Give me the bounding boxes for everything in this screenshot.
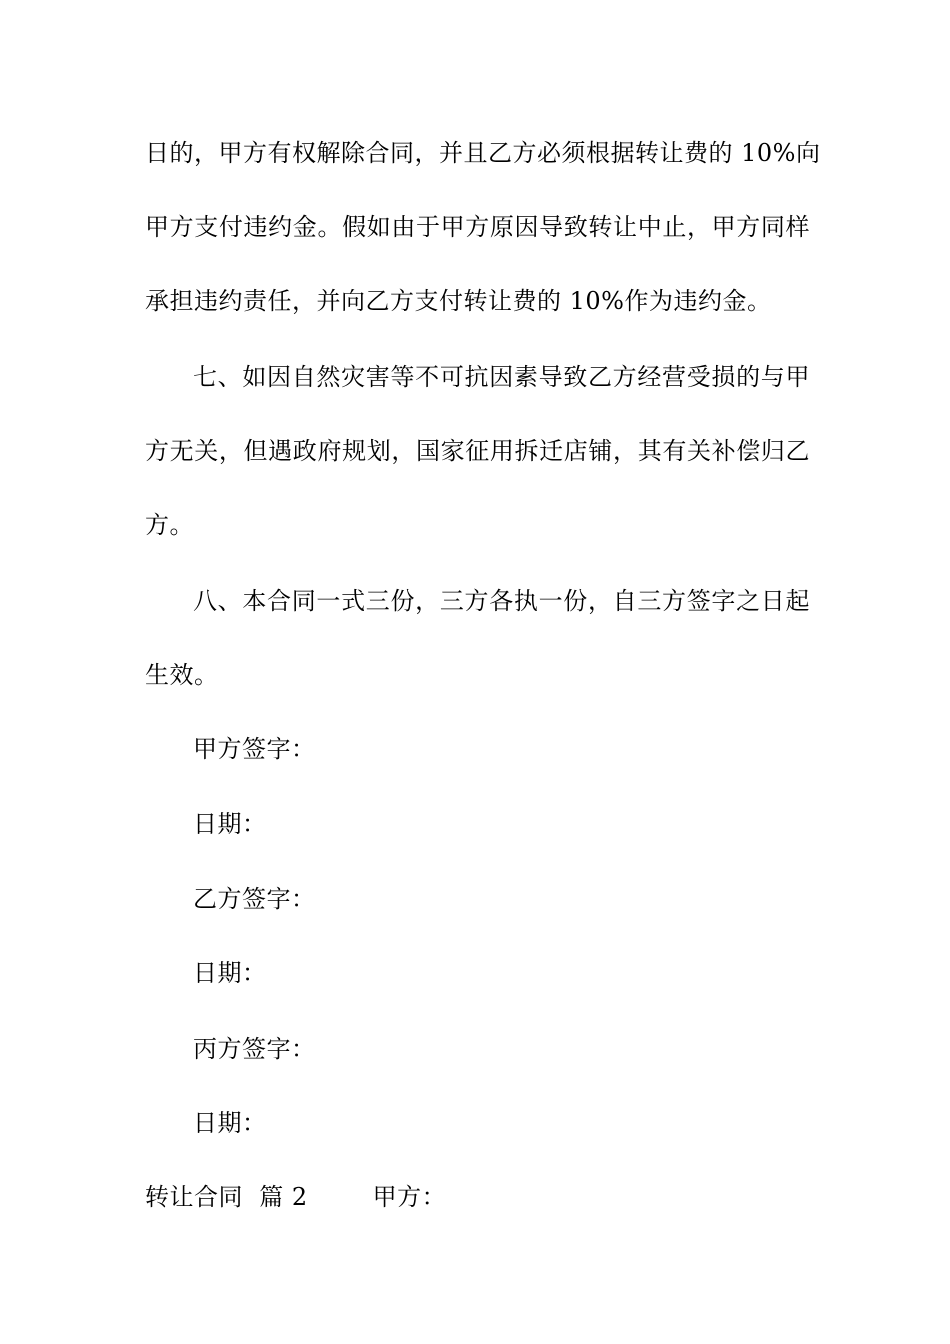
party-c-signature-label: 丙方签字：	[193, 1035, 316, 1063]
party-b-signature-label: 乙方签字：	[193, 885, 316, 913]
party-a-date-label: 日期：	[193, 810, 267, 838]
clause-seven-line: 七、如因自然灾害等不可抗因素导致乙方经营受损的与甲	[193, 363, 810, 391]
clause-seven-line: 方无关，但遇政府规划，国家征用拆迁店铺，其有关补偿归乙	[145, 437, 810, 465]
clause-seven-line: 方。	[145, 511, 194, 539]
paragraph-line: 承担违约责任，并向乙方支付转让费的 10%作为违约金。	[145, 287, 772, 315]
clause-eight-line: 生效。	[145, 661, 219, 689]
party-c-date-label: 日期：	[193, 1109, 267, 1137]
party-b-date-label: 日期：	[193, 959, 267, 987]
paragraph-line: 日的，甲方有权解除合同，并且乙方必须根据转让费的 10%向	[145, 139, 821, 167]
clause-eight-line: 八、本合同一式三份，三方各执一份，自三方签字之日起	[193, 587, 810, 615]
party-a-signature-label: 甲方签字：	[193, 735, 316, 763]
paragraph-line: 甲方支付违约金。假如由于甲方原因导致转让中止，甲方同样	[145, 213, 810, 241]
next-contract-heading: 转让合同 篇 2 甲方：	[145, 1183, 447, 1211]
